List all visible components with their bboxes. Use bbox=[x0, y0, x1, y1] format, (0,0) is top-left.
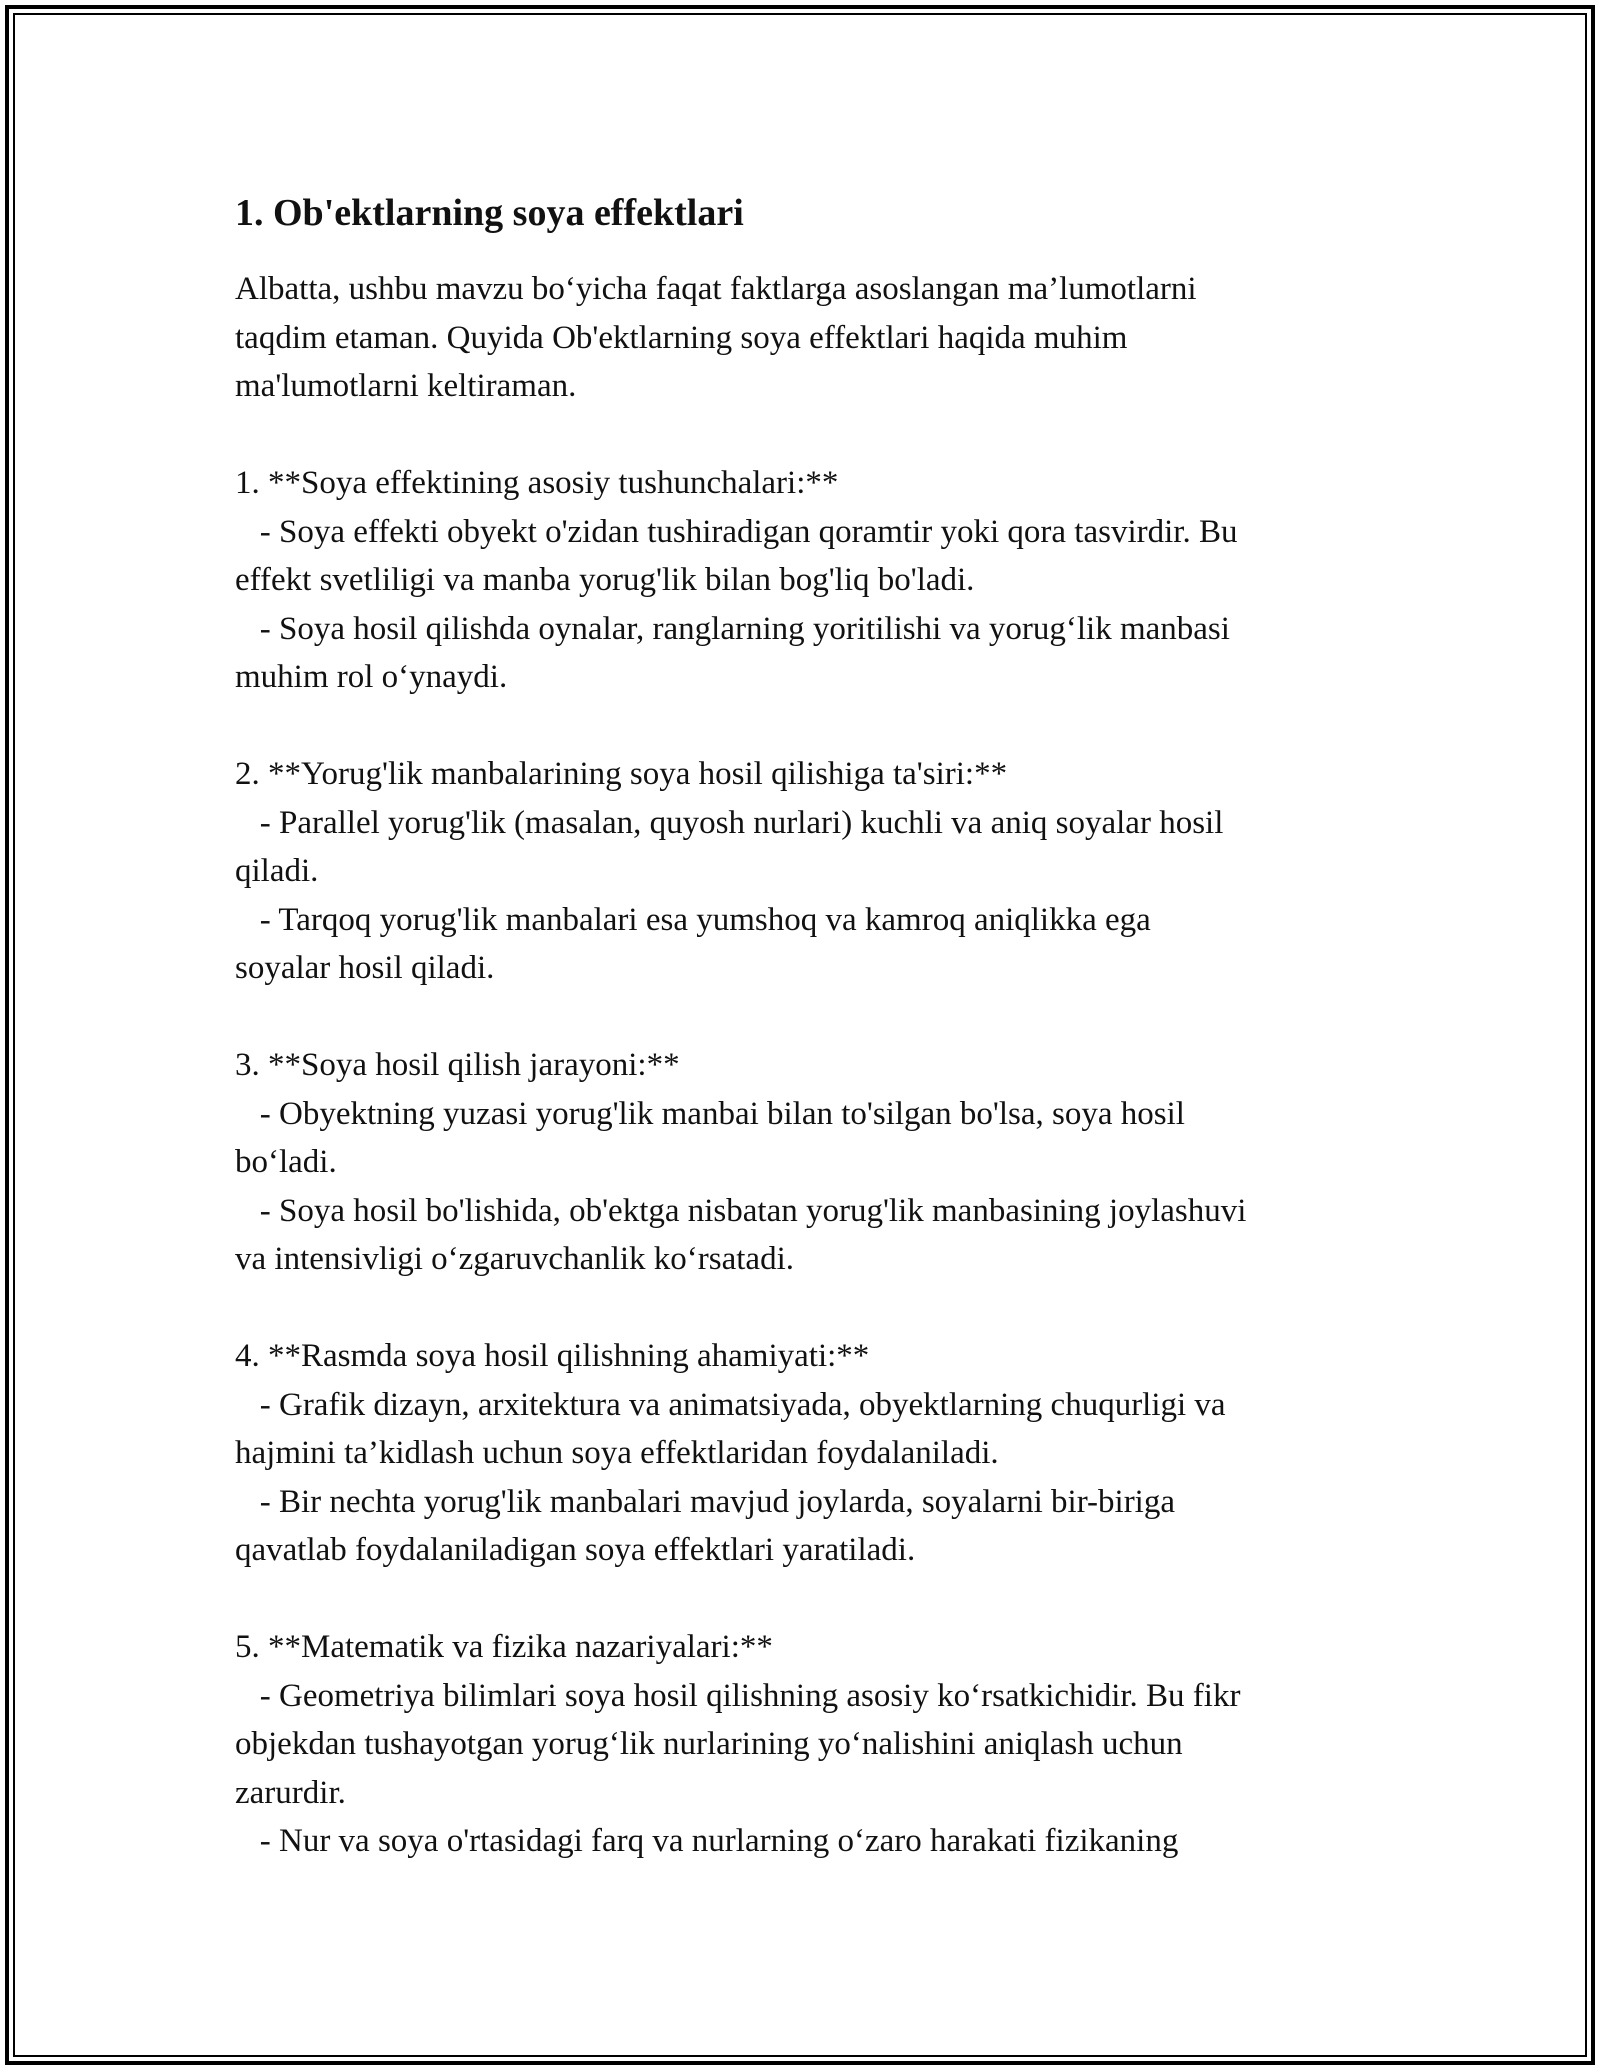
paragraph-gap bbox=[235, 993, 1375, 1042]
section-line: muhim rol o‘ynaydi. bbox=[235, 659, 508, 695]
section-line: qavatlab foydalaniladigan soya effektlari yaratiladi. bbox=[235, 1532, 916, 1568]
section-line: effekt svetliligi va manba yorug'lik bilan bog'liq bo'ladi. bbox=[235, 562, 975, 598]
paragraph-gap bbox=[235, 702, 1375, 751]
intro-line: taqdim etaman. Quyida Ob'ektlarning soya effektlari haqida muhim bbox=[235, 319, 1128, 356]
section-line: - Nur va soya o'rtasidagi farq va nurlarning o‘zaro harakati fizikaning bbox=[235, 1823, 1179, 1859]
intro-line: ma'lumotlarni keltiraman. bbox=[235, 368, 577, 404]
section-line: - Soya hosil qilishda oynalar, ranglarning yoritilishi va yorug‘lik manbasi bbox=[235, 610, 1230, 647]
section-line: - Tarqoq yorug'lik manbalari esa yumshoq va kamroq aniqlikka ega bbox=[235, 901, 1151, 938]
paragraph-gap bbox=[235, 1284, 1375, 1333]
section-line: - Geometriya bilimlari soya hosil qilishning asosiy ko‘rsatkichidir. Bu fikr bbox=[235, 1677, 1241, 1714]
intro-paragraph bbox=[235, 265, 1375, 1866]
section-line: - Obyektning yuzasi yorug'lik manbai bilan to'silgan bo'lsa, soya hosil bbox=[235, 1095, 1185, 1132]
section-line: - Grafik dizayn, arxitektura va animatsiyada, obyektlarning chuqurligi va bbox=[235, 1386, 1226, 1423]
section-heading: 1. **Soya effektining asosiy tushunchalari:** bbox=[235, 465, 839, 501]
document-body bbox=[235, 185, 1375, 1866]
section-line: - Soya effekti obyekt o'zidan tushiradigan qoramtir yoki qora tasvirdir. Bu bbox=[235, 513, 1238, 550]
section-line: va intensivligi o‘zgaruvchanlik ko‘rsatadi. bbox=[235, 1241, 795, 1277]
section-line: - Parallel yorug'lik (masalan, quyosh nurlari) kuchli va aniq soyalar hosil bbox=[235, 804, 1224, 841]
paragraph-gap bbox=[235, 411, 1375, 460]
intro-line: Albatta, ushbu mavzu bo‘yicha faqat faktlarga asoslangan ma’lumotlarni bbox=[235, 271, 1197, 307]
section-line: qiladi. bbox=[235, 853, 319, 889]
section-line: soyalar hosil qiladi. bbox=[235, 950, 495, 986]
section-heading: 2. **Yorug'lik manbalarining soya hosil qilishiga ta'siri:** bbox=[235, 756, 1008, 792]
section-heading: 5. **Matematik va fizika nazariyalari:** bbox=[235, 1629, 773, 1665]
section-line: hajmini ta’kidlash uchun soya effektlaridan foydalaniladi. bbox=[235, 1435, 999, 1471]
section-line: - Bir nechta yorug'lik manbalari mavjud joylarda, soyalarni bir-biriga bbox=[235, 1483, 1176, 1520]
paragraph-gap bbox=[235, 1575, 1375, 1624]
section-line: bo‘ladi. bbox=[235, 1144, 337, 1180]
section-heading: 4. **Rasmda soya hosil qilishning ahamiyati:** bbox=[235, 1338, 870, 1374]
section-line: - Soya hosil bo'lishida, ob'ektga nisbatan yorug'lik manbasining joylashuvi bbox=[235, 1192, 1247, 1229]
section-line: objekdan tushayotgan yorug‘lik nurlarining yo‘nalishini aniqlash uchun bbox=[235, 1726, 1183, 1762]
document-title: 1. Ob'ektlarning soya effektlari bbox=[235, 192, 744, 234]
section-heading: 3. **Soya hosil qilish jarayoni:** bbox=[235, 1047, 680, 1083]
section-line: zarurdir. bbox=[235, 1774, 346, 1811]
